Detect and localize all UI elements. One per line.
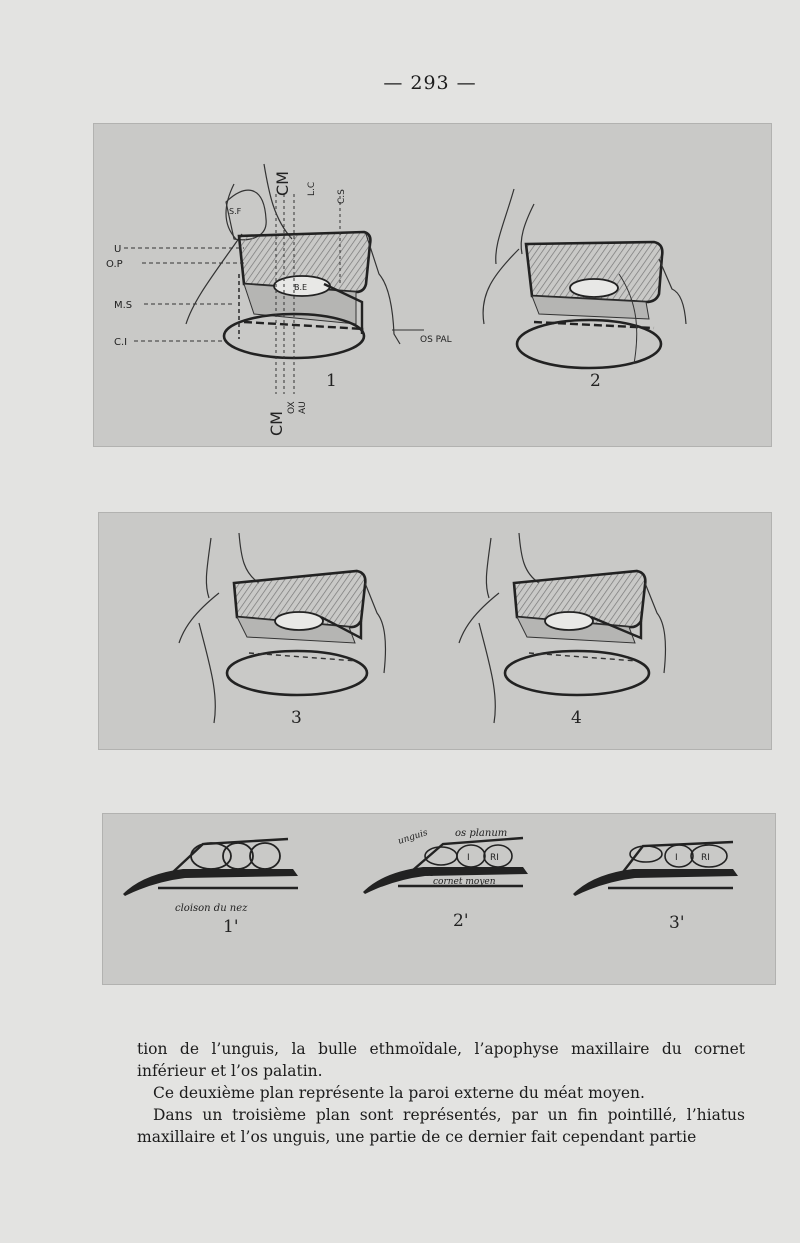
scheme-sketch-1 <box>123 839 298 896</box>
label-cloison: cloison du nez <box>175 903 248 914</box>
figure-plate-schemes <box>102 813 776 985</box>
figure-plate-3-4 <box>98 512 772 750</box>
label-sf: S.F <box>229 207 242 216</box>
label-i-3: I <box>675 853 678 863</box>
paragraph-1: tion de l’unguis, la bulle ethmoïdale, l’apophyse maxillaire du cornet inférieur et l’os palatin. <box>137 1040 745 1080</box>
panel-number-3-prime: 3' <box>669 913 685 933</box>
panel-number-4: 4 <box>571 708 582 728</box>
anatomy-sketch-2 <box>483 189 686 368</box>
anatomy-sketch-3 <box>179 533 385 723</box>
panel-number-2-prime: 2' <box>453 911 469 931</box>
anatomy-sketch-4 <box>459 533 665 723</box>
label-ci: C.I <box>114 337 128 348</box>
label-unguis: unguis <box>396 827 430 847</box>
paragraph-2: Ce deuxième plan représente la paroi externe du méat moyen. <box>153 1084 645 1102</box>
figure-plate-1-2 <box>93 123 772 447</box>
scheme-sketch-3 <box>573 842 738 896</box>
label-ri-2: RI <box>490 853 499 863</box>
label-cs: C.S <box>337 189 347 204</box>
panel-number-2: 2 <box>590 371 601 391</box>
label-au: AU <box>298 401 308 414</box>
label-op: O.P <box>106 259 123 270</box>
label-u: U <box>114 244 122 255</box>
label-lc: L.C <box>307 181 317 196</box>
label-os-planum: os planum <box>455 828 508 839</box>
label-be: B.E <box>294 283 308 292</box>
label-i-2: I <box>467 853 470 863</box>
panel-number-3: 3 <box>291 708 302 728</box>
panel-number-1-prime: 1' <box>223 917 239 937</box>
figure-drawing-schemes <box>103 814 775 984</box>
label-cornet-moyen: cornet moyen <box>433 877 496 887</box>
label-au-scheme: AU <box>423 869 435 878</box>
label-cm-top: CM <box>273 171 292 196</box>
paragraph-3: Dans un troisième plan sont représentés, par un fin pointillé, l’hiatus maxillaire et l’os unguis, une partie de ce dernier fait cependant partie <box>137 1106 745 1146</box>
figure-drawing-3-4 <box>99 513 771 749</box>
body-text <box>137 1038 745 1148</box>
label-ms: M.S <box>114 300 133 311</box>
page-number: — 293 — <box>383 72 477 94</box>
label-ox: OX <box>287 401 297 414</box>
label-os-pal: OS PAL <box>420 335 452 345</box>
label-ri-3: RI <box>701 853 710 863</box>
anatomy-sketch-1 <box>124 164 424 394</box>
figure-drawing-1-2 <box>94 124 771 446</box>
panel-number-1: 1 <box>326 371 337 391</box>
label-cm-bottom: CM <box>267 411 286 436</box>
